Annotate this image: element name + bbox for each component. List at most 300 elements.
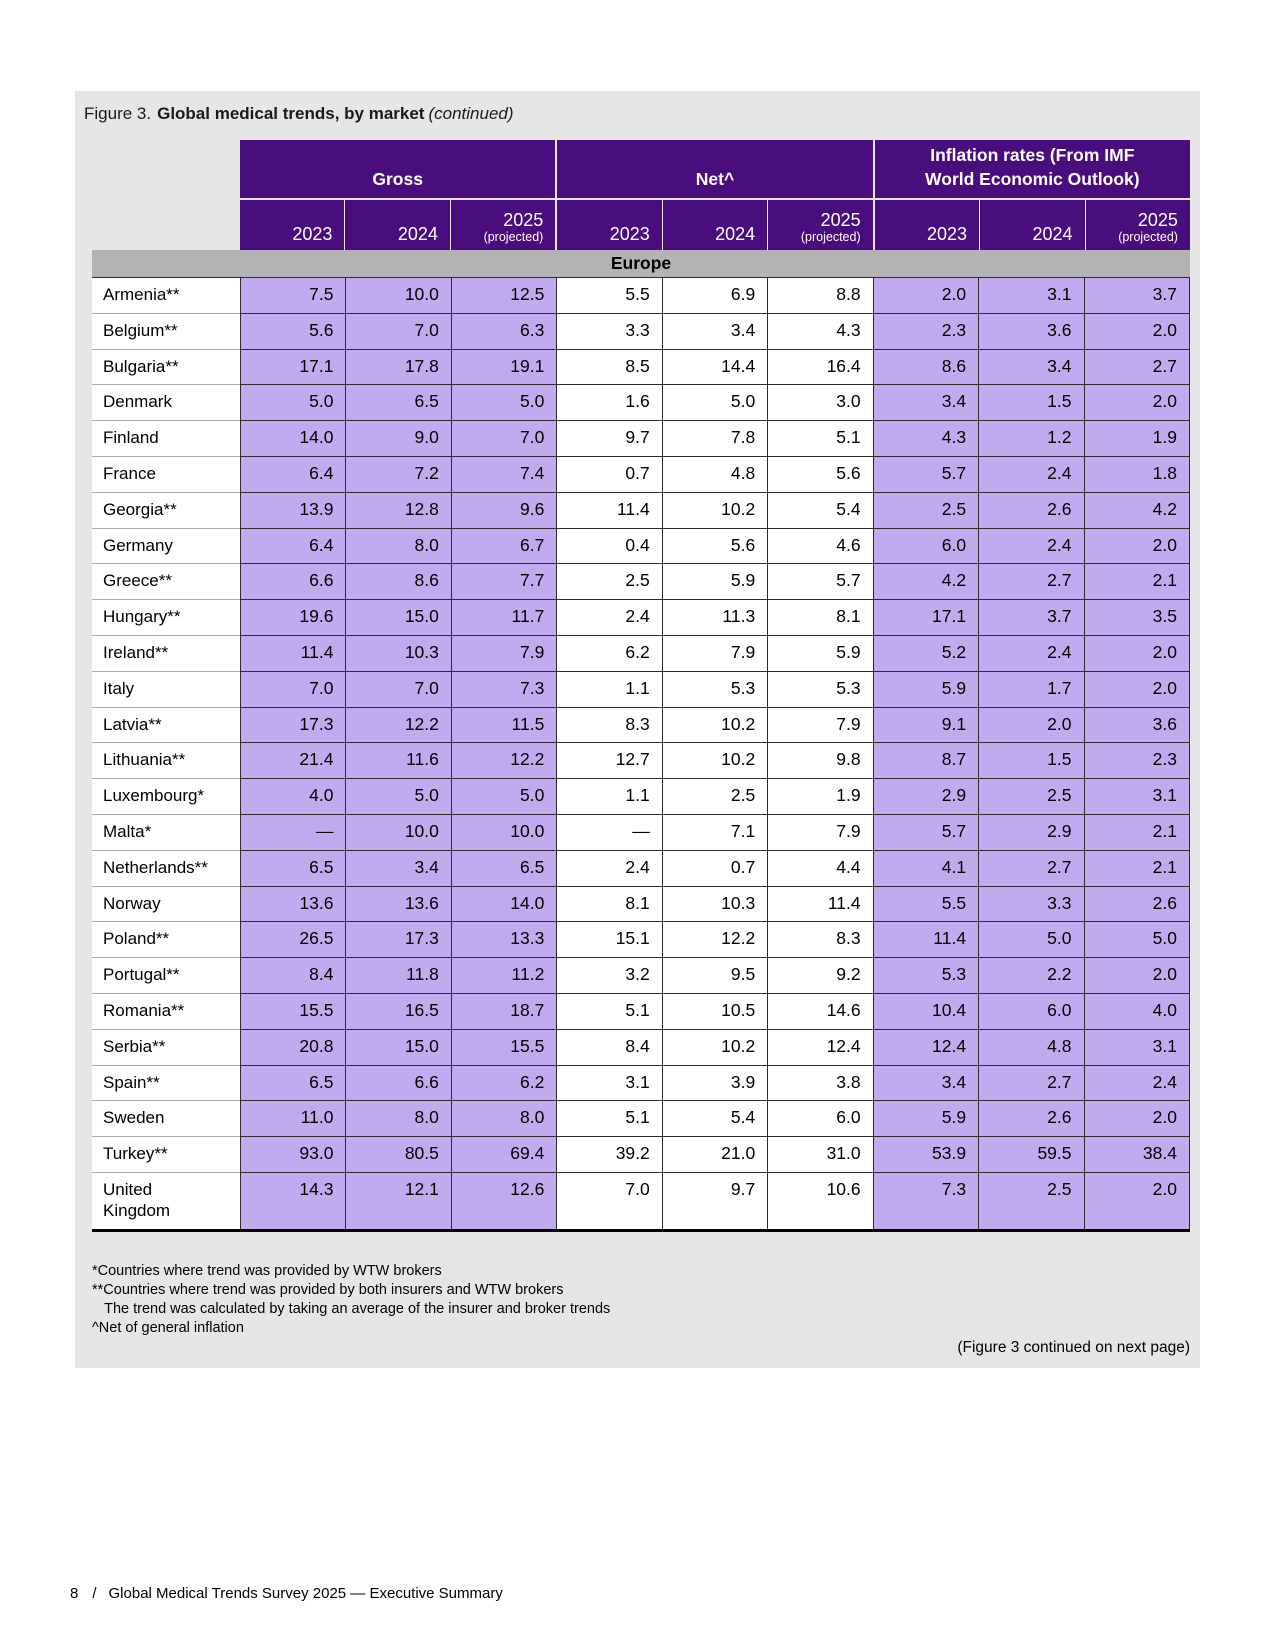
row-cells bbox=[240, 564, 1190, 600]
figure-continued-flag: (continued) bbox=[428, 104, 514, 123]
inflation-2023-cell: 5.9 bbox=[874, 672, 979, 707]
row-cells bbox=[240, 421, 1190, 457]
market-label: Luxembourg* bbox=[92, 779, 240, 815]
gross-2023-cell: 17.3 bbox=[241, 708, 346, 743]
gross-2023-cell: 6.4 bbox=[241, 529, 346, 564]
net-2023-cell: 0.7 bbox=[557, 457, 662, 492]
inflation-2023-cell: 2.9 bbox=[874, 779, 979, 814]
year-label: 2025 bbox=[503, 210, 544, 230]
net-2023-cell: 3.1 bbox=[557, 1066, 662, 1101]
inflation-2023-cell: 12.4 bbox=[874, 1030, 979, 1065]
inflation-2024-cell: 6.0 bbox=[979, 994, 1084, 1029]
gross-2023-cell: 20.8 bbox=[241, 1030, 346, 1065]
net-2025-cell: 14.6 bbox=[768, 994, 873, 1029]
year-header-cell bbox=[873, 198, 979, 250]
net-2023-cell: 11.4 bbox=[557, 493, 662, 528]
inflation-2023-cell: 6.0 bbox=[874, 529, 979, 564]
row-cells bbox=[240, 887, 1190, 923]
footnotes bbox=[92, 1262, 1200, 1338]
gross-2023-cell: 13.9 bbox=[241, 493, 346, 528]
table-row bbox=[92, 851, 1190, 887]
inflation-2023-cell: 8.6 bbox=[874, 350, 979, 385]
net-2025-cell: 3.8 bbox=[768, 1066, 873, 1101]
net-2024-cell: 5.0 bbox=[663, 385, 768, 420]
medical-trends-table bbox=[92, 140, 1190, 1232]
net-2023-cell: 9.7 bbox=[557, 421, 662, 456]
gross-2023-cell: 11.4 bbox=[241, 636, 346, 671]
inflation-2025-cell: 5.0 bbox=[1085, 922, 1190, 957]
row-cells bbox=[240, 1173, 1190, 1232]
market-label: Finland bbox=[92, 421, 240, 457]
inflation-2024-cell: 1.7 bbox=[979, 672, 1084, 707]
gross-2023-cell: 5.6 bbox=[241, 314, 346, 349]
net-2025-cell: 4.4 bbox=[768, 851, 873, 886]
page-number: 8 bbox=[70, 1585, 79, 1602]
gross-2024-cell: 17.3 bbox=[346, 922, 451, 957]
footnote-line: ^Net of general inflation bbox=[92, 1319, 244, 1336]
inflation-2025-cell: 2.1 bbox=[1085, 564, 1190, 599]
net-2025-cell: 11.4 bbox=[768, 887, 873, 922]
market-label: France bbox=[92, 457, 240, 493]
inflation-2025-cell: 3.1 bbox=[1085, 1030, 1190, 1065]
gross-2025-cell: 10.0 bbox=[452, 815, 557, 850]
gross-2023-cell: 93.0 bbox=[241, 1137, 346, 1172]
inflation-2023-cell: 2.3 bbox=[874, 314, 979, 349]
gross-2023-cell: 17.1 bbox=[241, 350, 346, 385]
net-2023-cell: 39.2 bbox=[557, 1137, 662, 1172]
footer-separator: / bbox=[92, 1585, 97, 1602]
net-2024-cell: 3.4 bbox=[663, 314, 768, 349]
net-2023-cell: 7.0 bbox=[557, 1173, 662, 1229]
year-header-cell bbox=[1085, 198, 1190, 250]
net-2024-cell: 9.7 bbox=[663, 1173, 768, 1229]
inflation-2023-cell: 5.9 bbox=[874, 1101, 979, 1136]
header-spacer bbox=[92, 140, 240, 198]
gross-2025-cell: 7.3 bbox=[452, 672, 557, 707]
inflation-2024-cell: 2.7 bbox=[979, 564, 1084, 599]
net-2025-cell: 5.4 bbox=[768, 493, 873, 528]
market-label: Germany bbox=[92, 529, 240, 565]
net-2024-cell: 7.8 bbox=[663, 421, 768, 456]
inflation-2025-cell: 4.2 bbox=[1085, 493, 1190, 528]
gross-2024-cell: 3.4 bbox=[346, 851, 451, 886]
inflation-2025-cell: 3.7 bbox=[1085, 278, 1190, 313]
inflation-2023-cell: 5.7 bbox=[874, 815, 979, 850]
row-cells bbox=[240, 385, 1190, 421]
table-row bbox=[92, 708, 1190, 744]
table-row bbox=[92, 672, 1190, 708]
gross-2025-cell: 8.0 bbox=[452, 1101, 557, 1136]
net-2023-cell: 0.4 bbox=[557, 529, 662, 564]
row-cells bbox=[240, 815, 1190, 851]
year-header-cell bbox=[662, 198, 767, 250]
net-2023-cell: 2.4 bbox=[557, 851, 662, 886]
table-row bbox=[92, 743, 1190, 779]
net-2024-cell: 2.5 bbox=[663, 779, 768, 814]
market-label: Spain** bbox=[92, 1066, 240, 1102]
net-2025-cell: 5.9 bbox=[768, 636, 873, 671]
net-2024-cell: 10.5 bbox=[663, 994, 768, 1029]
market-label: Belgium** bbox=[92, 314, 240, 350]
footnote-line: *Countries where trend was provided by WTW brokers bbox=[92, 1262, 442, 1279]
net-2024-cell: 14.4 bbox=[663, 350, 768, 385]
gross-2025-cell: 14.0 bbox=[452, 887, 557, 922]
gross-2024-cell: 11.6 bbox=[346, 743, 451, 778]
gross-2024-cell: 10.0 bbox=[346, 815, 451, 850]
gross-2023-cell: 21.4 bbox=[241, 743, 346, 778]
gross-2024-cell: 11.8 bbox=[346, 958, 451, 993]
net-2025-cell: 8.3 bbox=[768, 922, 873, 957]
net-2025-cell: 8.8 bbox=[768, 278, 873, 313]
net-2023-cell: 1.6 bbox=[557, 385, 662, 420]
inflation-2024-cell: 3.3 bbox=[979, 887, 1084, 922]
net-2025-cell: 4.3 bbox=[768, 314, 873, 349]
inflation-2023-cell: 10.4 bbox=[874, 994, 979, 1029]
net-2024-cell: 10.2 bbox=[663, 493, 768, 528]
net-2024-cell: 9.5 bbox=[663, 958, 768, 993]
row-cells bbox=[240, 994, 1190, 1030]
net-2023-cell: 15.1 bbox=[557, 922, 662, 957]
table-row bbox=[92, 600, 1190, 636]
gross-2023-cell: 11.0 bbox=[241, 1101, 346, 1136]
figure-title-text: Global medical trends, by market bbox=[157, 104, 425, 123]
inflation-2023-cell: 5.7 bbox=[874, 457, 979, 492]
market-label: Ireland** bbox=[92, 636, 240, 672]
net-2025-cell: 7.9 bbox=[768, 708, 873, 743]
inflation-2025-cell: 2.0 bbox=[1085, 636, 1190, 671]
net-2024-cell: 10.2 bbox=[663, 708, 768, 743]
footnote-line: **Countries where trend was provided by both insurers and WTW brokers bbox=[92, 1281, 564, 1298]
net-2023-cell: 5.1 bbox=[557, 1101, 662, 1136]
gross-2024-cell: 15.0 bbox=[346, 1030, 451, 1065]
inflation-2024-cell: 59.5 bbox=[979, 1137, 1084, 1172]
inflation-2024-cell: 1.5 bbox=[979, 385, 1084, 420]
header-spacer bbox=[92, 198, 240, 250]
net-2023-cell: 2.4 bbox=[557, 600, 662, 635]
inflation-2025-cell: 2.6 bbox=[1085, 887, 1190, 922]
gross-2024-cell: 80.5 bbox=[346, 1137, 451, 1172]
figure-number: Figure 3. bbox=[84, 104, 152, 123]
year-header-cell bbox=[979, 198, 1084, 250]
row-cells bbox=[240, 708, 1190, 744]
inflation-2025-cell: 2.4 bbox=[1085, 1066, 1190, 1101]
inflation-2024-cell: 2.4 bbox=[979, 457, 1084, 492]
net-2025-cell: 7.9 bbox=[768, 815, 873, 850]
net-2024-cell: 5.3 bbox=[663, 672, 768, 707]
group-header-gross: Gross bbox=[240, 140, 555, 198]
market-label: Poland** bbox=[92, 922, 240, 958]
net-2025-cell: 3.0 bbox=[768, 385, 873, 420]
net-2024-cell: 6.9 bbox=[663, 278, 768, 313]
gross-2023-cell: 13.6 bbox=[241, 887, 346, 922]
net-2025-cell: 16.4 bbox=[768, 350, 873, 385]
net-2024-cell: 4.8 bbox=[663, 457, 768, 492]
gross-2024-cell: 12.1 bbox=[346, 1173, 451, 1229]
inflation-2025-cell: 1.8 bbox=[1085, 457, 1190, 492]
market-label: Norway bbox=[92, 887, 240, 923]
gross-2025-cell: 12.5 bbox=[452, 278, 557, 313]
inflation-2024-cell: 3.4 bbox=[979, 350, 1084, 385]
table-row bbox=[92, 958, 1190, 994]
inflation-2025-cell: 2.3 bbox=[1085, 743, 1190, 778]
row-cells bbox=[240, 1101, 1190, 1137]
year-header-cell bbox=[450, 198, 555, 250]
market-label: Malta* bbox=[92, 815, 240, 851]
inflation-2023-cell: 3.4 bbox=[874, 1066, 979, 1101]
inflation-2025-cell: 2.0 bbox=[1085, 1101, 1190, 1136]
market-label: Bulgaria** bbox=[92, 350, 240, 386]
gross-2024-cell: 5.0 bbox=[346, 779, 451, 814]
inflation-2024-cell: 2.4 bbox=[979, 636, 1084, 671]
net-2025-cell: 8.1 bbox=[768, 600, 873, 635]
gross-2023-cell: 8.4 bbox=[241, 958, 346, 993]
inflation-2024-cell: 1.5 bbox=[979, 743, 1084, 778]
table-row bbox=[92, 922, 1190, 958]
gross-2025-cell: 13.3 bbox=[452, 922, 557, 957]
inflation-2024-cell: 2.5 bbox=[979, 779, 1084, 814]
gross-2025-cell: 7.7 bbox=[452, 564, 557, 599]
inflation-2025-cell: 2.0 bbox=[1085, 385, 1190, 420]
inflation-2024-cell: 2.7 bbox=[979, 1066, 1084, 1101]
gross-2023-cell: 7.5 bbox=[241, 278, 346, 313]
gross-2023-cell: 4.0 bbox=[241, 779, 346, 814]
inflation-2024-cell: 2.2 bbox=[979, 958, 1084, 993]
net-2024-cell: 7.9 bbox=[663, 636, 768, 671]
net-2023-cell: 2.5 bbox=[557, 564, 662, 599]
year-header-cell bbox=[555, 198, 661, 250]
gross-2025-cell: 5.0 bbox=[452, 385, 557, 420]
table-row bbox=[92, 350, 1190, 386]
inflation-2025-cell: 2.1 bbox=[1085, 815, 1190, 850]
gross-2025-cell: 69.4 bbox=[452, 1137, 557, 1172]
inflation-2023-cell: 5.2 bbox=[874, 636, 979, 671]
gross-2024-cell: 8.0 bbox=[346, 529, 451, 564]
inflation-2023-cell: 11.4 bbox=[874, 922, 979, 957]
year-header-cell bbox=[344, 198, 449, 250]
gross-2025-cell: 7.9 bbox=[452, 636, 557, 671]
net-2023-cell: 8.5 bbox=[557, 350, 662, 385]
inflation-2023-cell: 5.3 bbox=[874, 958, 979, 993]
net-2023-cell: 5.1 bbox=[557, 994, 662, 1029]
inflation-2025-cell: 2.0 bbox=[1085, 958, 1190, 993]
inflation-2024-cell: 2.5 bbox=[979, 1173, 1084, 1229]
net-2023-cell: 12.7 bbox=[557, 743, 662, 778]
net-2025-cell: 12.4 bbox=[768, 1030, 873, 1065]
gross-2024-cell: 13.6 bbox=[346, 887, 451, 922]
table-row bbox=[92, 887, 1190, 923]
row-cells bbox=[240, 922, 1190, 958]
year-header-cell bbox=[240, 198, 344, 250]
net-2023-cell: 8.1 bbox=[557, 887, 662, 922]
gross-2023-cell: 6.5 bbox=[241, 851, 346, 886]
inflation-2025-cell: 4.0 bbox=[1085, 994, 1190, 1029]
year-label: 2024 bbox=[397, 224, 438, 244]
inflation-2024-cell: 3.1 bbox=[979, 278, 1084, 313]
year-header-row bbox=[92, 198, 1190, 250]
inflation-2023-cell: 5.5 bbox=[874, 887, 979, 922]
inflation-2023-cell: 4.3 bbox=[874, 421, 979, 456]
net-2024-cell: 11.3 bbox=[663, 600, 768, 635]
inflation-2023-cell: 2.0 bbox=[874, 278, 979, 313]
table-row bbox=[92, 636, 1190, 672]
gross-2025-cell: 11.2 bbox=[452, 958, 557, 993]
gross-2023-cell: 15.5 bbox=[241, 994, 346, 1029]
year-header-cell bbox=[767, 198, 872, 250]
gross-2023-cell: — bbox=[241, 815, 346, 850]
gross-2023-cell: 6.5 bbox=[241, 1066, 346, 1101]
net-2023-cell: 8.3 bbox=[557, 708, 662, 743]
gross-2024-cell: 6.5 bbox=[346, 385, 451, 420]
net-2025-cell: 9.8 bbox=[768, 743, 873, 778]
group-header-row bbox=[92, 140, 1190, 198]
row-cells bbox=[240, 743, 1190, 779]
row-cells bbox=[240, 1066, 1190, 1102]
row-cells bbox=[240, 1030, 1190, 1066]
table-row bbox=[92, 278, 1190, 314]
gross-2023-cell: 26.5 bbox=[241, 922, 346, 957]
table-row bbox=[92, 1030, 1190, 1066]
region-band-europe: Europe bbox=[92, 250, 1190, 278]
row-cells bbox=[240, 600, 1190, 636]
net-2023-cell: 8.4 bbox=[557, 1030, 662, 1065]
inflation-2025-cell: 3.1 bbox=[1085, 779, 1190, 814]
inflation-2025-cell: 2.0 bbox=[1085, 314, 1190, 349]
inflation-2025-cell: 2.0 bbox=[1085, 672, 1190, 707]
market-label: Portugal** bbox=[92, 958, 240, 994]
gross-2023-cell: 6.4 bbox=[241, 457, 346, 492]
gross-2025-cell: 5.0 bbox=[452, 779, 557, 814]
row-cells bbox=[240, 350, 1190, 386]
gross-2025-cell: 12.6 bbox=[452, 1173, 557, 1229]
row-cells bbox=[240, 958, 1190, 994]
gross-2024-cell: 17.8 bbox=[346, 350, 451, 385]
gross-2024-cell: 6.6 bbox=[346, 1066, 451, 1101]
gross-2025-cell: 19.1 bbox=[452, 350, 557, 385]
projected-label: (projected) bbox=[483, 230, 544, 244]
table-row bbox=[92, 385, 1190, 421]
table-row bbox=[92, 994, 1190, 1030]
footer-title: Global Medical Trends Survey 2025 — Executive Summary bbox=[108, 1585, 503, 1602]
market-label: Italy bbox=[92, 672, 240, 708]
group-header-inflation: Inflation rates (From IMF World Economic Outlook) bbox=[875, 140, 1190, 198]
gross-2024-cell: 16.5 bbox=[346, 994, 451, 1029]
row-cells bbox=[240, 1137, 1190, 1173]
net-2023-cell: 3.2 bbox=[557, 958, 662, 993]
net-2025-cell: 1.9 bbox=[768, 779, 873, 814]
gross-2023-cell: 7.0 bbox=[241, 672, 346, 707]
market-label: Lithuania** bbox=[92, 743, 240, 779]
net-2023-cell: 1.1 bbox=[557, 779, 662, 814]
net-2024-cell: 0.7 bbox=[663, 851, 768, 886]
net-2023-cell: 1.1 bbox=[557, 672, 662, 707]
inflation-2025-cell: 3.5 bbox=[1085, 600, 1190, 635]
net-2024-cell: 7.1 bbox=[663, 815, 768, 850]
gross-2025-cell: 6.2 bbox=[452, 1066, 557, 1101]
page-footer bbox=[70, 1585, 503, 1602]
gross-2024-cell: 15.0 bbox=[346, 600, 451, 635]
year-label: 2025 bbox=[820, 210, 861, 230]
table-row bbox=[92, 529, 1190, 565]
inflation-2025-cell: 2.0 bbox=[1085, 529, 1190, 564]
inflation-2023-cell: 4.2 bbox=[874, 564, 979, 599]
table-row bbox=[92, 457, 1190, 493]
inflation-2024-cell: 4.8 bbox=[979, 1030, 1084, 1065]
inflation-2024-cell: 2.6 bbox=[979, 493, 1084, 528]
net-2025-cell: 5.6 bbox=[768, 457, 873, 492]
gross-2024-cell: 10.3 bbox=[346, 636, 451, 671]
inflation-2023-cell: 17.1 bbox=[874, 600, 979, 635]
year-label: 2023 bbox=[609, 224, 650, 244]
gross-2023-cell: 14.3 bbox=[241, 1173, 346, 1229]
net-2024-cell: 5.6 bbox=[663, 529, 768, 564]
inflation-2024-cell: 1.2 bbox=[979, 421, 1084, 456]
inflation-2024-cell: 3.7 bbox=[979, 600, 1084, 635]
market-label: Latvia** bbox=[92, 708, 240, 744]
table-row bbox=[92, 1101, 1190, 1137]
year-label: 2025 bbox=[1137, 210, 1178, 230]
year-label: 2024 bbox=[1032, 224, 1073, 244]
inflation-2024-cell: 2.4 bbox=[979, 529, 1084, 564]
table-row bbox=[92, 1173, 1190, 1232]
net-2024-cell: 3.9 bbox=[663, 1066, 768, 1101]
net-2025-cell: 10.6 bbox=[768, 1173, 873, 1229]
market-label: Denmark bbox=[92, 385, 240, 421]
net-2024-cell: 10.2 bbox=[663, 743, 768, 778]
net-2025-cell: 5.3 bbox=[768, 672, 873, 707]
gross-2024-cell: 12.8 bbox=[346, 493, 451, 528]
gross-2024-cell: 10.0 bbox=[346, 278, 451, 313]
net-2025-cell: 6.0 bbox=[768, 1101, 873, 1136]
net-2024-cell: 5.4 bbox=[663, 1101, 768, 1136]
gross-2024-cell: 7.0 bbox=[346, 314, 451, 349]
inflation-2025-cell: 3.6 bbox=[1085, 708, 1190, 743]
group-header-net: Net^ bbox=[557, 140, 872, 198]
projected-label: (projected) bbox=[1118, 230, 1178, 244]
table-row bbox=[92, 815, 1190, 851]
row-cells bbox=[240, 636, 1190, 672]
market-label: Turkey** bbox=[92, 1137, 240, 1173]
inflation-2025-cell: 2.1 bbox=[1085, 851, 1190, 886]
inflation-2024-cell: 5.0 bbox=[979, 922, 1084, 957]
inflation-2024-cell: 2.6 bbox=[979, 1101, 1084, 1136]
net-2025-cell: 5.1 bbox=[768, 421, 873, 456]
row-cells bbox=[240, 493, 1190, 529]
table-row bbox=[92, 1066, 1190, 1102]
gross-2025-cell: 18.7 bbox=[452, 994, 557, 1029]
net-2024-cell: 10.3 bbox=[663, 887, 768, 922]
market-label: Serbia** bbox=[92, 1030, 240, 1066]
net-2023-cell: 6.2 bbox=[557, 636, 662, 671]
table-row bbox=[92, 314, 1190, 350]
gross-2024-cell: 7.2 bbox=[346, 457, 451, 492]
row-cells bbox=[240, 672, 1190, 708]
gross-2023-cell: 19.6 bbox=[241, 600, 346, 635]
figure-title bbox=[84, 104, 1200, 124]
gross-2023-cell: 5.0 bbox=[241, 385, 346, 420]
gross-2025-cell: 9.6 bbox=[452, 493, 557, 528]
net-2023-cell: 5.5 bbox=[557, 278, 662, 313]
continued-note: (Figure 3 continued on next page) bbox=[957, 1338, 1190, 1356]
gross-2024-cell: 9.0 bbox=[346, 421, 451, 456]
gross-2025-cell: 6.3 bbox=[452, 314, 557, 349]
row-cells bbox=[240, 278, 1190, 314]
table-row bbox=[92, 779, 1190, 815]
gross-2024-cell: 12.2 bbox=[346, 708, 451, 743]
gross-2025-cell: 11.5 bbox=[452, 708, 557, 743]
row-cells bbox=[240, 457, 1190, 493]
net-2025-cell: 31.0 bbox=[768, 1137, 873, 1172]
row-cells bbox=[240, 851, 1190, 887]
